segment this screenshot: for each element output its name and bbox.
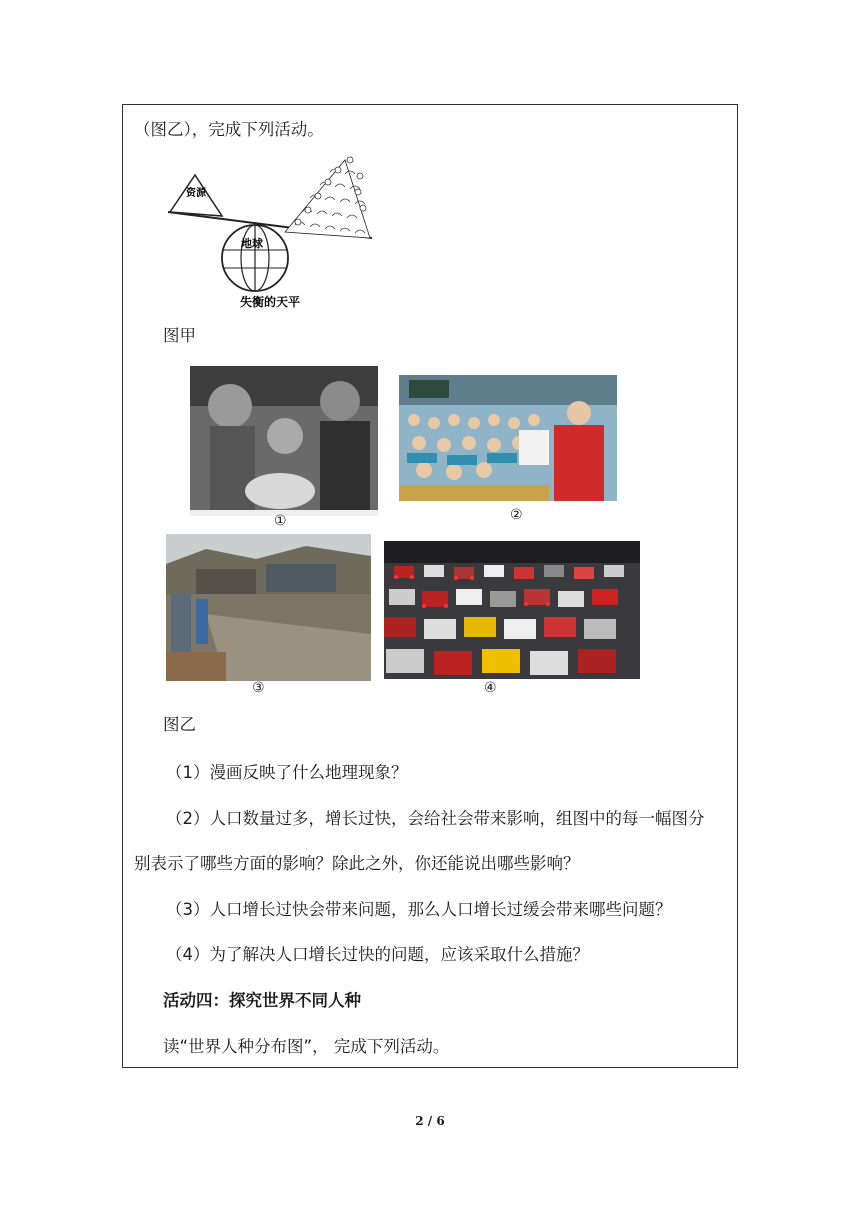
question-2-line-2: 别表示了哪些方面的影响？除此之外，你还能说出哪些影响？ [134,854,580,873]
earth-label: 地球 [241,237,263,250]
photo-crowded-classroom [399,375,617,501]
question-1: （1）漫画反映了什么地理现象？ [166,763,408,782]
question-3: （3）人口增长过快会带来问题，那么人口增长过缓会带来哪些问题？ [166,900,672,919]
activity-heading: 活动四：探究世界不同人种 [163,991,361,1010]
question-4: （4）为了解决人口增长过快的问题，应该采取什么措施？ [166,945,589,964]
page-number: 2 / 6 [415,1114,445,1128]
cartoon-caption: 失衡的天平 [239,295,301,309]
unbalanced-scale-cartoon [160,150,385,320]
photo-traffic-jam [384,541,640,679]
photo-marker-1: ① [274,513,287,529]
activity-instruction: 读“世界人种分布图”， 完成下列活动。 [163,1037,450,1056]
resource-label: 资源 [186,188,206,199]
photo-hungry-children [190,366,378,516]
intro-line: （图乙），完成下列活动。 [134,120,324,139]
photo-slum [166,534,371,681]
photo-marker-2: ② [510,507,523,523]
figure-a-label: 图甲 [163,326,196,345]
photo-marker-4: ④ [484,680,497,696]
question-2-line-1: （2）人口数量过多，增长过快，会给社会带来影响，组图中的每一幅图分 [166,809,705,828]
figure-b-label: 图乙 [163,715,196,734]
photo-marker-3: ③ [252,680,265,696]
